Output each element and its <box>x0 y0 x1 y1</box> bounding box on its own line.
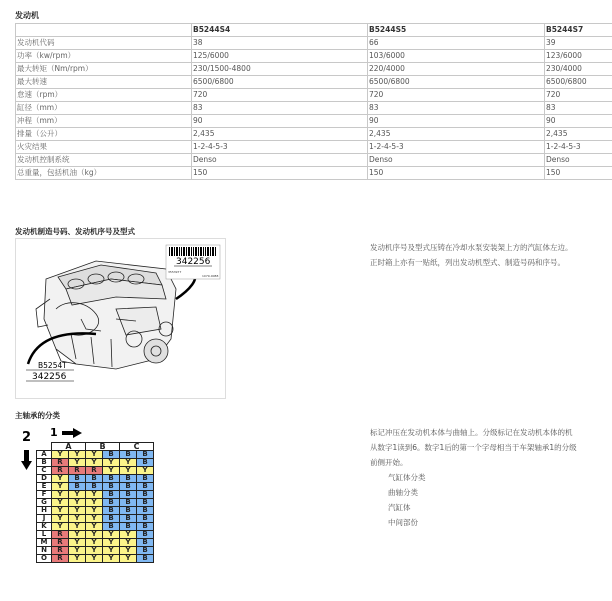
spec-row <box>16 167 612 180</box>
grid-row-header: L <box>37 531 52 539</box>
spec-value-cell: Denso <box>368 154 545 167</box>
spec-value-cell: 90 <box>545 115 612 128</box>
grid-cell: Y <box>69 523 86 531</box>
grid-cell: B <box>137 515 154 523</box>
grid-cell: Y <box>69 539 86 547</box>
grid-cell: Y <box>103 539 120 547</box>
spec-row <box>16 115 612 128</box>
grid-cell: Y <box>103 547 120 555</box>
grid-cell: R <box>52 467 69 475</box>
spec-value-cell: Denso <box>545 154 612 167</box>
grid-cell: Y <box>86 531 103 539</box>
grid-cell: B <box>120 451 137 459</box>
grid-cell: Y <box>103 555 120 563</box>
grid-cell: B <box>103 491 120 499</box>
spec-value-cell: 220/4000 <box>368 63 545 76</box>
grid-col-header: B <box>86 443 120 451</box>
grid-cell: B <box>137 539 154 547</box>
spec-value-cell: 6500/6800 <box>545 76 612 89</box>
bearing-text-line: 标记冲压在发动机本体与曲轴上。分级标记在发动机本体的机 <box>370 428 573 437</box>
spec-label-cell: 发动机控制系统 <box>16 154 192 167</box>
grid-cell: Y <box>52 507 69 515</box>
spec-header-row <box>16 24 612 37</box>
spec-value-cell: 2,435 <box>368 128 545 141</box>
bearing-description <box>370 425 577 530</box>
grid-row-header: A <box>37 451 52 459</box>
grid-cell: Y <box>103 531 120 539</box>
grid-cell: Y <box>52 451 69 459</box>
spec-label-cell: 排量（公升） <box>16 128 192 141</box>
label-small-1: 3553977 <box>168 270 182 274</box>
grid-cell: Y <box>86 451 103 459</box>
spec-label-cell: 火灾结果 <box>16 141 192 154</box>
grid-row-header: O <box>37 555 52 563</box>
spec-value-cell: 720 <box>192 89 368 102</box>
grid-cell: Y <box>69 499 86 507</box>
grid-cell: Y <box>120 531 137 539</box>
grid-cell: Y <box>69 555 86 563</box>
grid-cell: Y <box>120 555 137 563</box>
grid-cell: B <box>137 459 154 467</box>
spec-value-cell: 150 <box>192 167 368 180</box>
grid-cell: Y <box>120 459 137 467</box>
grid-cell: Y <box>86 507 103 515</box>
grid-cell: B <box>86 483 103 491</box>
grid-cell: B <box>103 507 120 515</box>
spec-row <box>16 63 612 76</box>
grid-cell: B <box>120 499 137 507</box>
spec-value-cell: 150 <box>545 167 612 180</box>
code-text-line: 正时箱上亦有一贴纸，列出发动机型式、制造号码和序号。 <box>370 258 565 267</box>
grid-cell: B <box>137 451 154 459</box>
grid-cell: Y <box>69 507 86 515</box>
bearing-text-line: 前侧开始。 <box>370 458 408 467</box>
grid-cell: Y <box>52 475 69 483</box>
spec-value-cell: 6500/6800 <box>368 76 545 89</box>
spec-header-cell: B5244S4 <box>192 24 368 37</box>
bearing-list-item: 中间部份 <box>388 518 418 527</box>
tag-model: B5254T <box>38 361 67 370</box>
spec-value-cell: 1-2-4-5-3 <box>545 141 612 154</box>
spec-header-cell: B5244S7 <box>545 24 612 37</box>
spec-value-cell: 90 <box>192 115 368 128</box>
grid-cell: Y <box>52 491 69 499</box>
bearing-text-line: 从数字1读到6。数字1后的第一个字母相当于车架轴承1的分级 <box>370 443 577 452</box>
grid-cell: B <box>137 547 154 555</box>
grid-cell: B <box>137 523 154 531</box>
grid-cell: B <box>69 483 86 491</box>
spec-value-cell: 83 <box>368 102 545 115</box>
spec-value-cell: 39 <box>545 37 612 50</box>
spec-row <box>16 154 612 167</box>
grid-label-1: 1 <box>50 426 58 439</box>
grid-row-header: G <box>37 499 52 507</box>
spec-label-cell: 缸径（mm） <box>16 102 192 115</box>
code-text-line: 发动机序号及型式压铸在冷却水泵安装架上方的汽缸体左边。 <box>370 243 573 252</box>
grid-cell: B <box>137 531 154 539</box>
grid-cell: Y <box>86 539 103 547</box>
spec-row <box>16 76 612 89</box>
grid-cell: Y <box>86 499 103 507</box>
grid-cell: Y <box>103 459 120 467</box>
grid-cell: B <box>103 499 120 507</box>
spec-row <box>16 89 612 102</box>
grid-cell: B <box>120 523 137 531</box>
grid-cell: R <box>69 467 86 475</box>
grid-cell: B <box>69 475 86 483</box>
grid-cell: Y <box>52 483 69 491</box>
spec-value-cell: 125/6000 <box>192 50 368 63</box>
grid-cell: B <box>137 491 154 499</box>
grid-cell: B <box>137 475 154 483</box>
arrow-right-icon <box>62 428 82 438</box>
spec-value-cell: Denso <box>192 154 368 167</box>
spec-label-cell: 功率（kw/rpm） <box>16 50 192 63</box>
grid-cell: R <box>52 555 69 563</box>
grid-cell: B <box>103 475 120 483</box>
engine-section-title: 发动机 <box>15 11 39 20</box>
engine-spec-table <box>15 23 612 180</box>
grid-cell: Y <box>137 467 154 475</box>
spec-row <box>16 102 612 115</box>
grid-cell: R <box>52 547 69 555</box>
engine-code-section-title: 发动机制造号码、发动机序号及型式 <box>15 227 135 236</box>
spec-header-cell: B5244S5 <box>368 24 545 37</box>
spec-label-cell: 总重量，包括机油（kg） <box>16 167 192 180</box>
tag-number: 342256 <box>32 372 67 382</box>
spec-value-cell: 2,435 <box>192 128 368 141</box>
grid-cell: Y <box>69 515 86 523</box>
grid-cell: B <box>86 475 103 483</box>
arrow-down-icon <box>21 450 32 470</box>
spec-row <box>16 128 612 141</box>
spec-value-cell: 1-2-4-5-3 <box>368 141 545 154</box>
spec-row <box>16 50 612 63</box>
grid-cell: B <box>120 491 137 499</box>
grid-cell: Y <box>52 499 69 507</box>
grid-cell: Y <box>120 539 137 547</box>
grid-cell: R <box>52 459 69 467</box>
grid-row-header: N <box>37 547 52 555</box>
spec-value-cell: 720 <box>545 89 612 102</box>
grid-cell: B <box>120 515 137 523</box>
spec-label-cell: 最大转矩（Nm/rpm） <box>16 63 192 76</box>
grid-cell: Y <box>69 491 86 499</box>
grid-cell: Y <box>69 547 86 555</box>
grid-row-header: F <box>37 491 52 499</box>
grid-cell: Y <box>52 523 69 531</box>
grid-cell: Y <box>86 547 103 555</box>
grid-cell: B <box>103 515 120 523</box>
grid-cell: Y <box>103 467 120 475</box>
spec-value-cell: 123/6000 <box>545 50 612 63</box>
spec-value-cell: 150 <box>368 167 545 180</box>
grid-row-header: J <box>37 515 52 523</box>
grid-cell: Y <box>69 531 86 539</box>
grid-cell: Y <box>120 547 137 555</box>
grid-cell: Y <box>120 467 137 475</box>
spec-value-cell: 1-2-4-5-3 <box>192 141 368 154</box>
spec-value-cell: 6500/6800 <box>192 76 368 89</box>
grid-cell: Y <box>86 459 103 467</box>
grid-cell: Y <box>86 523 103 531</box>
spec-value-cell: 83 <box>192 102 368 115</box>
grid-row-header: M <box>37 539 52 547</box>
grid-row <box>37 555 154 563</box>
grid-cell: B <box>103 451 120 459</box>
bearing-list-item: 汽缸体 <box>388 503 411 512</box>
grid-cell: B <box>137 555 154 563</box>
spec-value-cell: 90 <box>368 115 545 128</box>
spec-row <box>16 37 612 50</box>
spec-label-cell: 冲程（mm） <box>16 115 192 128</box>
bearing-list-item: 曲轴分类 <box>388 488 418 497</box>
spec-value-cell: 2,435 <box>545 128 612 141</box>
grid-cell: B <box>137 507 154 515</box>
grid-cell: B <box>103 523 120 531</box>
spec-value-cell: 38 <box>192 37 368 50</box>
grid-row-header: D <box>37 475 52 483</box>
spec-label-cell: 怠速（rpm） <box>16 89 192 102</box>
grid-col-header: C <box>120 443 154 451</box>
grid-row-header: K <box>37 523 52 531</box>
engine-drawing <box>16 239 225 398</box>
spec-value-cell: 66 <box>368 37 545 50</box>
grid-row-header: C <box>37 467 52 475</box>
grid-cell: B <box>103 483 120 491</box>
bearing-list-item: 气缸体分类 <box>388 473 426 482</box>
bearing-grid <box>36 442 154 563</box>
grid-cell: R <box>52 531 69 539</box>
engine-code-description <box>370 240 573 270</box>
grid-cell: B <box>120 483 137 491</box>
spec-value-cell: 230/1500-4800 <box>192 63 368 76</box>
grid-row-header: H <box>37 507 52 515</box>
grid-cell: Y <box>86 555 103 563</box>
engine-illustration <box>15 238 226 399</box>
grid-cell: Y <box>69 459 86 467</box>
grid-cell: R <box>86 467 103 475</box>
grid-cell: Y <box>86 515 103 523</box>
spec-value-cell: 230/4000 <box>545 63 612 76</box>
spec-row <box>16 141 612 154</box>
grid-cell: Y <box>86 491 103 499</box>
spec-value-cell: 103/6000 <box>368 50 545 63</box>
grid-cell: B <box>120 507 137 515</box>
grid-row-header: E <box>37 483 52 491</box>
grid-cell: B <box>120 475 137 483</box>
grid-cell: R <box>52 539 69 547</box>
grid-row-header: B <box>37 459 52 467</box>
grid-cell: Y <box>69 451 86 459</box>
grid-label-2: 2 <box>22 430 32 445</box>
grid-col-header: A <box>52 443 86 451</box>
label-number: 342256 <box>176 257 211 267</box>
grid-cell: Y <box>52 515 69 523</box>
spec-label-cell: 发动机代码 <box>16 37 192 50</box>
spec-header-cell <box>16 24 192 37</box>
grid-cell: B <box>137 499 154 507</box>
spec-value-cell: 83 <box>545 102 612 115</box>
spec-value-cell: 720 <box>368 89 545 102</box>
bearing-section-title: 主轴承的分类 <box>15 411 60 420</box>
label-small-2: 1079-0088 <box>202 274 219 278</box>
grid-cell: B <box>137 483 154 491</box>
spec-label-cell: 最大转速 <box>16 76 192 89</box>
